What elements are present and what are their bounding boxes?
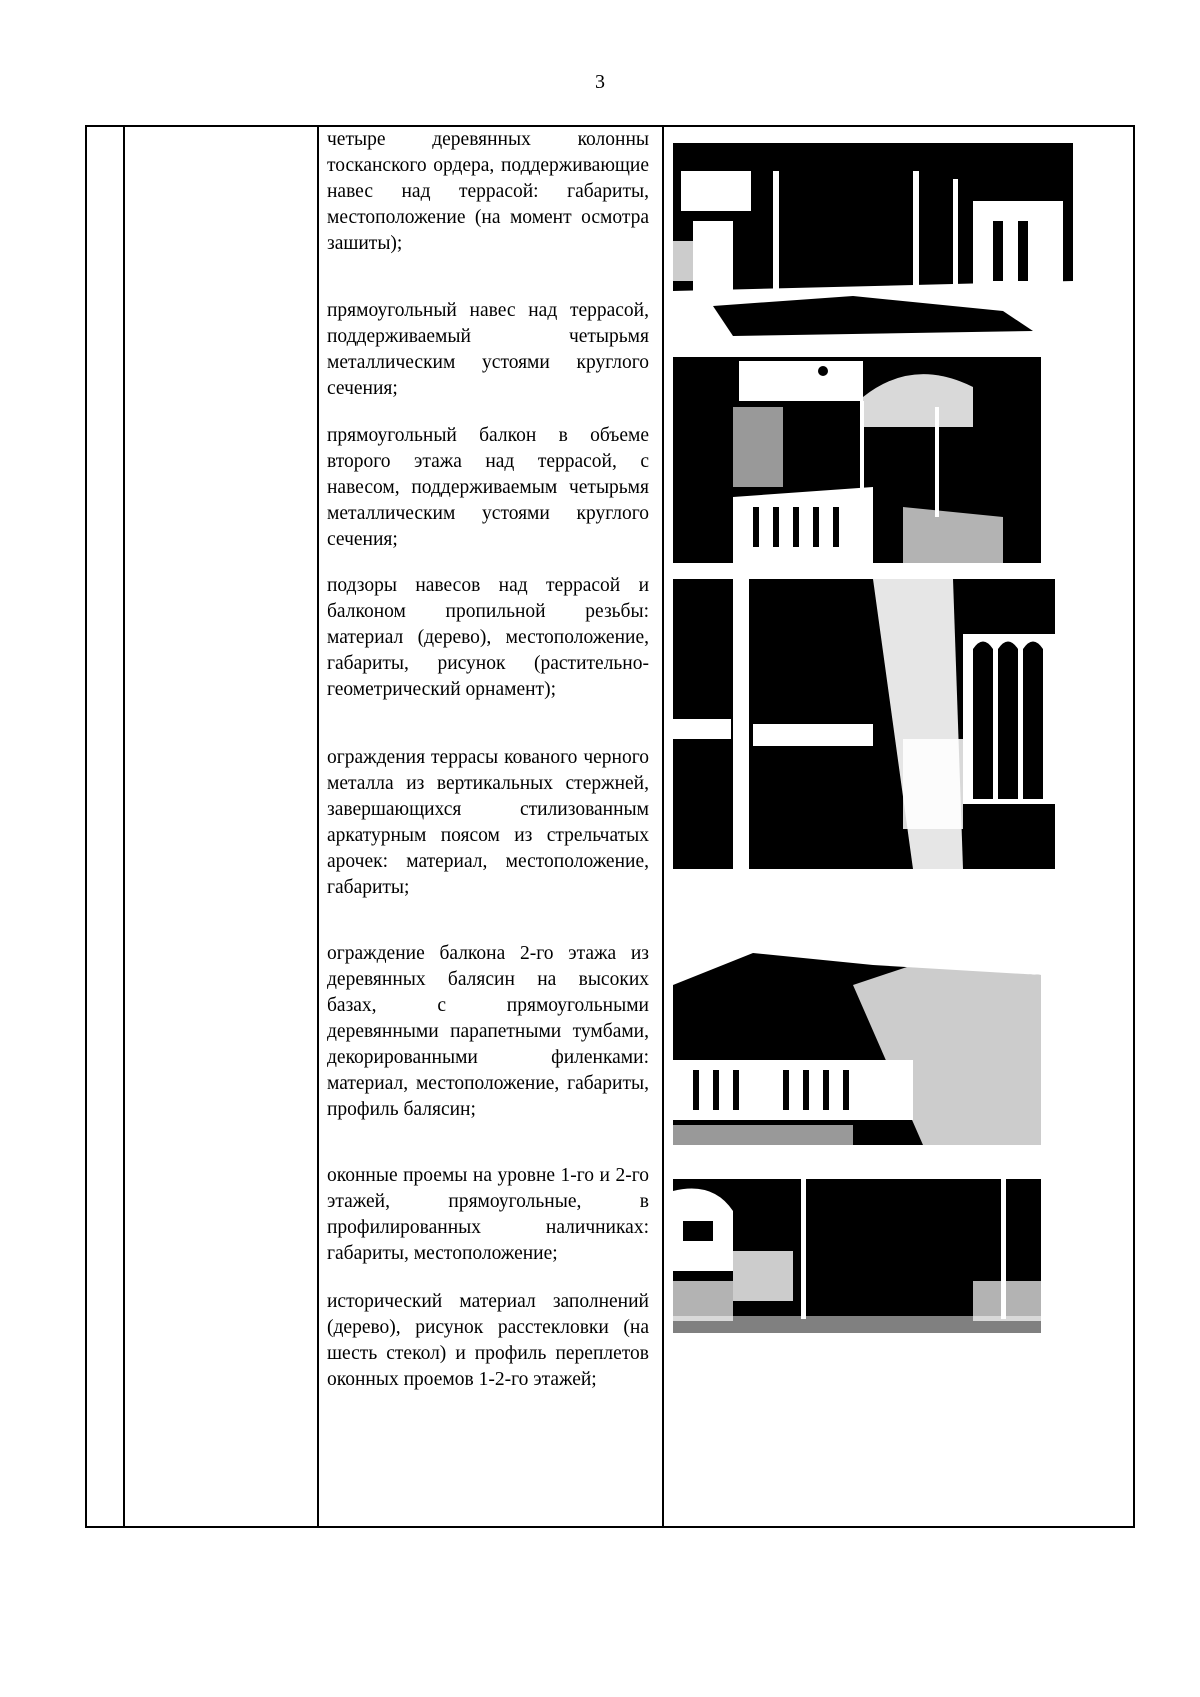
- photo-railing-arcature: [673, 579, 1055, 869]
- photo-terrace-columns: [673, 131, 1073, 349]
- paragraph-columns: четыре деревянных колонны тосканского ордера, поддерживающие навес над террасой: габариты, местоположение (на момент осмотра зашиты);: [327, 129, 649, 254]
- photo-column: [664, 127, 1134, 1526]
- paragraph-balcony: прямоугольный балкон в объеме второго этажа над террасой, с навесом, поддерживаемым четырьмя металлическим устоями круглого сечения;: [327, 425, 649, 550]
- heritage-elements-table: [85, 125, 1135, 1528]
- paragraph-window-openings: оконные проемы на уровне 1-го и 2-го этажей, прямоугольные, в профилированных наличниках: габариты, местоположение;: [327, 1165, 649, 1264]
- description-column: [317, 127, 662, 1390]
- photo-balcony-balusters: [673, 945, 1041, 1145]
- photo-railing-arcature-graphic: [673, 579, 1055, 869]
- photo-balcony-balusters-graphic: [673, 945, 1041, 1145]
- photo-terrace-canopy-graphic: [673, 357, 1041, 563]
- photo-windows-graphic: [673, 1171, 1041, 1333]
- photo-windows: [673, 1171, 1041, 1333]
- paragraph-terrace-railing: ограждения террасы кованого черного металла из вертикальных стержней, завершающихся стилизованным аркатурным поясом из стрельчатых арочек: материал, местоположение, габариты;: [327, 747, 649, 898]
- column-divider-2: [317, 127, 319, 1526]
- paragraph-terrace-canopy: прямоугольный навес над террасой, поддерживаемый четырьмя металлическим устоями круглого сечения;: [327, 300, 649, 399]
- page-number: 3: [595, 71, 605, 93]
- column-divider-1: [123, 127, 125, 1526]
- photo-terrace-columns-graphic: [673, 131, 1073, 349]
- paragraph-valances: подзоры навесов над террасой и балконом пропильной резьбы: материал (дерево), местоположение, габариты, рисунок (растительно-геометрический орнамент);: [327, 575, 649, 700]
- paragraph-balcony-railing: ограждение балкона 2-го этажа из деревянных балясин на высоких базах, с прямоугольными деревянными парапетными тумбами, декорированными филенками: материал, местоположение, габариты, профиль балясин;: [327, 943, 649, 1120]
- paragraph-window-fillings: исторический материал заполнений (дерево), рисунок расстекловки (на шесть стекол) и профиль переплетов оконных проемов 1-2-го этажей;: [327, 1291, 649, 1390]
- photo-terrace-canopy: [673, 357, 1041, 563]
